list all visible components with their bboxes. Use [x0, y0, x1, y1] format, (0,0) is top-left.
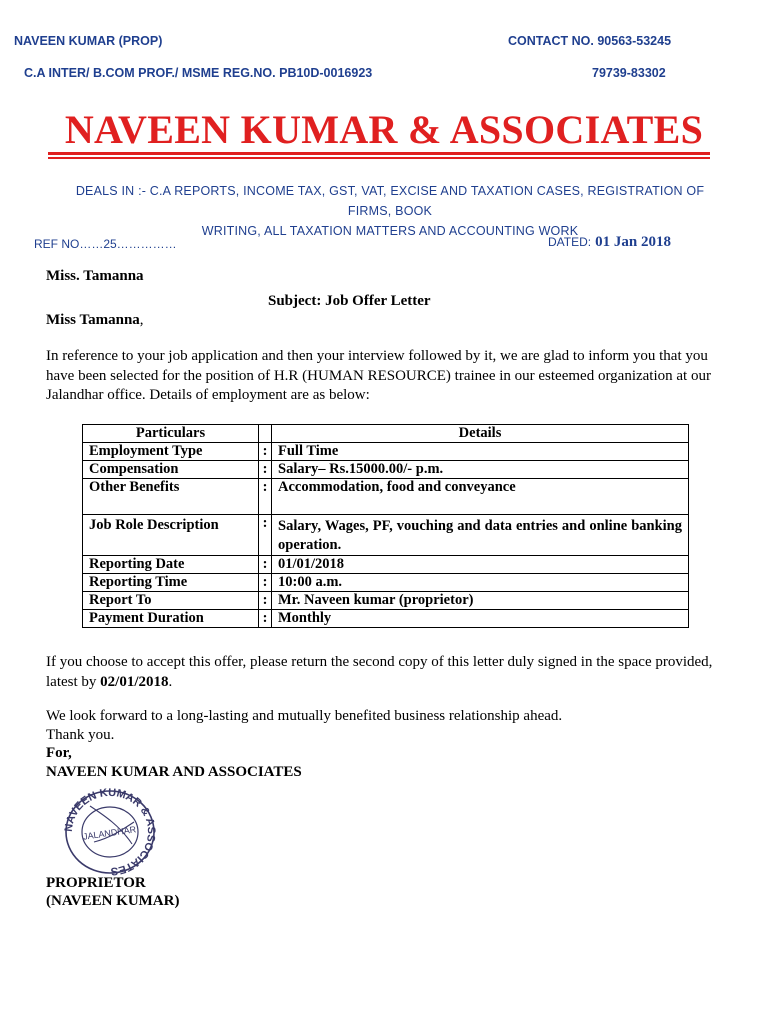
row-label: Employment Type	[83, 443, 259, 461]
employment-details-table	[82, 424, 689, 628]
owner-name: NAVEEN KUMAR (PROP)	[14, 34, 163, 48]
row-separator: :	[259, 461, 272, 479]
table-row	[83, 574, 689, 592]
row-value: Mr. Naveen kumar (proprietor)	[272, 592, 689, 610]
row-value: Full Time	[272, 443, 689, 461]
title-underline	[48, 152, 710, 155]
table-row	[83, 443, 689, 461]
row-separator: :	[259, 592, 272, 610]
row-label: Reporting Time	[83, 574, 259, 592]
ref-number: REF NO……25……………	[34, 237, 177, 251]
contact-number-2: 79739-83302	[592, 66, 666, 80]
firm-signoff: NAVEEN KUMAR AND ASSOCIATES	[46, 764, 302, 780]
seal-stamp-icon	[60, 786, 160, 876]
deals-in-line-1: DEALS IN :- C.A REPORTS, INCOME TAX, GST, VAT, EXCISE AND TAXATION CASES, REGISTRATION OF FIRMS, BOOK	[75, 184, 705, 218]
closing-line: We look forward to a long-lasting and mutually benefited business relationship ahead.	[46, 708, 563, 724]
row-value: 01/01/2018	[272, 556, 689, 574]
row-label: Job Role Description	[83, 515, 259, 556]
row-value: 10:00 a.m.	[272, 574, 689, 592]
seal-ring-text: NAVEEN KUMAR & ASSOCIATES	[62, 786, 158, 876]
row-value: Salary– Rs.15000.00/- p.m.	[272, 461, 689, 479]
row-label: Report To	[83, 592, 259, 610]
row-separator: :	[259, 610, 272, 628]
row-value: Accommodation, food and conveyance	[272, 479, 689, 515]
accept-paragraph	[46, 653, 726, 692]
row-separator: :	[259, 556, 272, 574]
firm-title: NAVEEN KUMAR & ASSOCIATES	[64, 107, 704, 152]
signatory-title: PROPRIETOR	[46, 875, 146, 891]
row-label: Payment Duration	[83, 610, 259, 628]
for-label: For,	[46, 745, 72, 761]
table-row	[83, 515, 689, 556]
deals-in-line-2: WRITING, ALL TAXATION MATTERS AND ACCOUNTING WORK	[201, 224, 579, 238]
accept-deadline: 02/01/2018	[100, 673, 169, 690]
header-details: Details	[272, 425, 689, 443]
contact-number	[508, 34, 671, 48]
date-line	[548, 233, 671, 251]
intro-paragraph: In reference to your job application and then your interview followed by it, we are glad to inform you that you have been selected for the position of H.R (HUMAN RESOURCE) trainee in our esteemed organization at our Jalandhar office. Details of employment are as below:	[46, 348, 711, 403]
row-value: Salary, Wages, PF, vouching and data entries and online banking operation.	[272, 515, 689, 556]
dated-label: DATED:	[548, 235, 592, 249]
accept-text: If you choose to accept this offer, please return the second copy of this letter duly signed in the space provided, latest by	[46, 654, 713, 690]
header-separator	[259, 425, 272, 443]
row-label: Reporting Date	[83, 556, 259, 574]
recipient: Miss. Tamanna	[46, 268, 144, 284]
salutation-punct: ,	[139, 312, 144, 328]
accept-text-end: .	[168, 673, 173, 690]
row-separator: :	[259, 574, 272, 592]
header-particulars: Particulars	[83, 425, 259, 443]
contact-number-1: 90563-53245	[597, 34, 672, 48]
signatory-name: (NAVEEN KUMAR)	[46, 893, 180, 909]
table-row	[83, 556, 689, 574]
row-label: Compensation	[83, 461, 259, 479]
thanks-line: Thank you.	[46, 727, 115, 743]
row-value: Monthly	[272, 610, 689, 628]
table-row	[83, 479, 689, 515]
row-label: Other Benefits	[83, 479, 259, 515]
qualifications: C.A INTER/ B.COM PROF./ MSME REG.NO. PB10D-0016923	[24, 66, 373, 80]
table-row	[83, 461, 689, 479]
seal-center-text: JALANDHAR	[82, 824, 137, 842]
row-separator: :	[259, 479, 272, 515]
company-seal	[60, 786, 160, 876]
title-underline-thin	[48, 157, 710, 159]
deals-in	[60, 181, 720, 241]
contact-label: CONTACT NO.	[508, 34, 594, 48]
table-row	[83, 592, 689, 610]
row-separator: :	[259, 515, 272, 556]
salutation-name: Miss Tamanna	[46, 312, 140, 328]
subject: Subject: Job Offer Letter	[268, 293, 431, 309]
table-header-row	[83, 425, 689, 443]
table-row	[83, 610, 689, 628]
dated-value: 01 Jan 2018	[595, 234, 671, 250]
row-separator: :	[259, 443, 272, 461]
salutation	[46, 312, 144, 329]
